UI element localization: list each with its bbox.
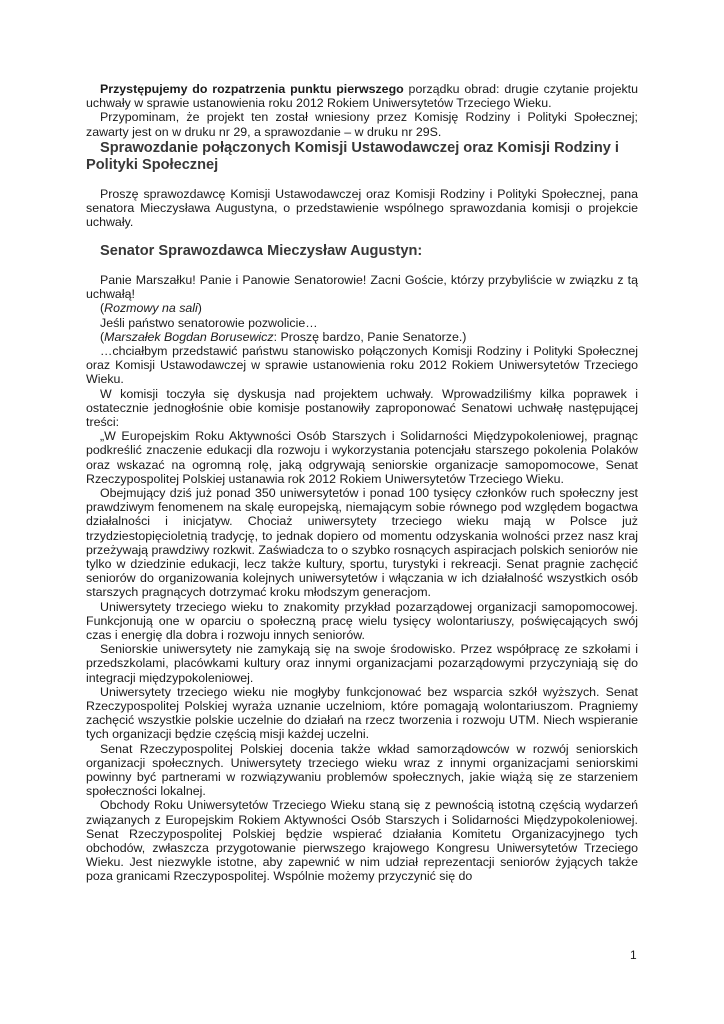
section-heading-report: Sprawozdanie połączonych Komisji Ustawodawczej oraz Komisji Rodziny i Polityki Społecznej [86, 139, 619, 174]
section-heading-speaker: Senator Sprawozdawca Mieczysław Augustyn: [100, 243, 423, 260]
paragraph-movement: Obejmujący dziś już ponad 350 uniwersytetów i ponad 100 tysięcy członków ruch społeczny jest prawdziwym fenomenem na skalę europejską, niemającym sobie równego pod względem bogactwa działalności i inicjatyw. Chociaż uniwersytety trzeciego wieku mają w Polsce już trzydziestopięcioletnią tradycję, to jednak dopiero od momentu odzyskania wolności przez nasz kraj przeżywają prawdziwy rozkwit. Zaświadcza to o szybko rosnących aspiracjach polskich seniorów nie tylko w dziedzinie edukacji, lecz także kultury, sportu, turystyki i rekreacji. Senat pragnie zachęcić seniorów do organizowania kolejnych uniwersytetów i włączania w ich działalność wszystkich osób starszych pragnących dotrzymać kroku młodszym generacjom. [86, 485, 638, 600]
paragraph-note-room: (Rozmowy na sali) [100, 301, 202, 316]
paragraph-celebrations: Obchody Roku Uniwersytetów Trzeciego Wieku staną się z pewnością istotną częścią wydarzeń związanych z Europejskim Rokiem Aktywności Osób Starszych i Solidarności Międzypokoleniowej. Senat Rzeczypospolitej Polskiej będzie wspierać działania Komitetu Organizacyjnego tych obchodów, zwłaszcza przygotowanie pierwszego krajowego Kongresu Uniwersytetów Trzeciego Wieku. Jest niezwykle istotne, aby zapewnić w nim udział reprezentacji seniorów żyjących także poza granicami Rzeczypospolitej. Wspólnie możemy przyczynić się do [86, 798, 638, 884]
speaker-italic: Marszałek Bogdan Borusewicz [104, 329, 274, 344]
paragraph-note-marshal: (Marszałek Bogdan Borusewicz: Proszę bardzo, Panie Senatorze.) [100, 329, 467, 344]
note-italic: Rozmowy na sali [104, 301, 198, 316]
intro-bold-text: Przystępujemy do rozpatrzenia punktu pierwszego [100, 82, 404, 96]
paragraph-position: …chciałbym przedstawić państwu stanowisko połączonych Komisji Rodziny i Polityki Społecznej oraz Komisji Ustawodawczej w sprawie ustanowienia roku 2012 Rokiem Uniwersytetów Trzeciego Wieku. [86, 343, 638, 387]
paragraph-integration: Seniorskie uniwersytety nie zamykają się na swoje środowisko. Przez współpracę ze szkołami i przedszkolami, placówkami kultury oraz innymi organizacjami pozarządowymi przyczyniają się do integracji międzypokoleniowej. [86, 642, 638, 685]
paragraph-intro [86, 82, 638, 110]
paragraph-universities: Uniwersytety trzeciego wieku nie mogłyby funkcjonować bez wsparcia szkół wyższych. Senat Rzeczypospolitej Polskiej wyraża uznanie uczelniom, które pomagają wolontariuszom. Pragniemy zachęcić wszystkie polskie uczelnie do działań na rzecz tworzenia i rozwoju UTM. Niech wspieranie tych organizacji będzie częścią misji każdej uczelni. [86, 684, 638, 742]
paragraph-resolution-start: „W Europejskim Roku Aktywności Osób Starszych i Solidarności Międzypokoleniowej, pragnąc podkreślić znaczenie edukacji dla rozwoju i wykorzystania potencjału starszego pokolenia Polaków oraz wskazać na ogromną rolę, jaką odgrywają seniorskie organizacje samopomocowe, Senat Rzeczypospolitej Polskiej ustanawia rok 2012 Rokiem Uniwersytetów Trzeciego Wieku. [86, 429, 638, 486]
paragraph-permission: Jeśli państwo senatorowie pozwolicie… [100, 315, 318, 330]
paragraph-self-help: Uniwersytety trzeciego wieku to znakomity przykład pozarządowej organizacji samopomocowej. Funkcjonują one w oparciu o społeczną pracę wielu tysięcy wolontariuszy, poświęcających swój czas i energię dla dobra i rozwoju innych seniorów. [86, 599, 638, 642]
intro-text: porządku obrad: drugie czytanie projektu uchwały w sprawie ustanowienia roku 2012 Rokiem Uniwersytetów Trzeciego Wieku. [86, 82, 639, 111]
document-body [86, 82, 638, 884]
paragraph-reminder: Przypominam, że projekt ten został wniesiony przez Komisję Rodziny i Polityki Społecznej; zawarty jest on w druku nr 29, a sprawozdanie – w druku nr 29S. [86, 110, 638, 139]
paragraph-discussion: W komisji toczyła się dyskusja nad projektem uchwały. Wprowadziliśmy kilka poprawek i ostatecznie jednogłośnie obie komisje postanowiły zaproponować Senatowi uchwałę następującej treści: [86, 386, 638, 429]
paragraph-greeting: Panie Marszałku! Panie i Panowie Senatorowie! Zacni Goście, którzy przybyliście w związku z tą uchwałą! [86, 272, 638, 302]
page-number: 1 [630, 948, 637, 962]
paragraph-local-government: Senat Rzeczypospolitej Polskiej docenia także wkład samorządowców w rozwój seniorskich organizacji społecznych. Uniwersytety trzeciego wieku wraz z innymi organizacjami seniorskimi powinny być partnerami w rozwiązywaniu problemów społecznych, jakie wiążą się ze starzeniem społeczności lokalnej. [86, 741, 638, 799]
paragraph-request: Proszę sprawozdawcę Komisji Ustawodawczej oraz Komisji Rodziny i Polityki Społecznej, pana senatora Mieczysława Augustyna, o przedstawienie wspólnego sprawozdania komisji o projekcie uchwały. [86, 186, 638, 230]
